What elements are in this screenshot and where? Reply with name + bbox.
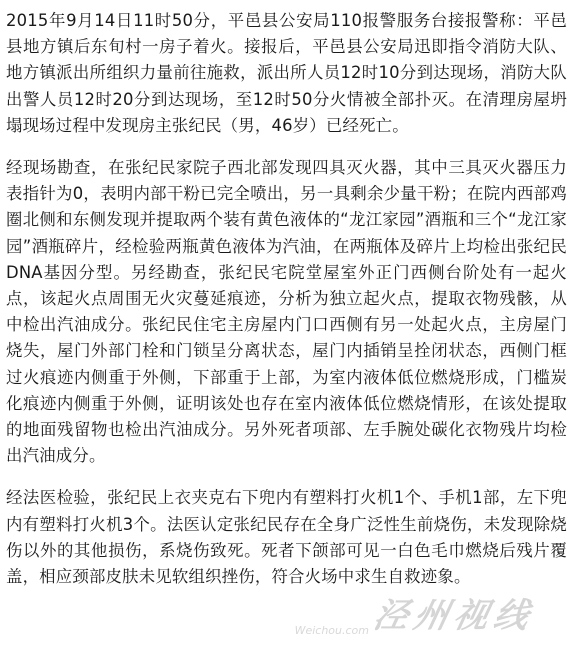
site-watermark (294, 588, 539, 637)
paragraph-scene-investigation: 经现场勘查，在张纪民家院子西北部发现四具灭火器，其中三具灭火器压力表指针为0，表明内部干粉已完全喷出，另一具剩余少量干粉；在院内西部鸡圈北侧和东侧发现并提取两个装有黄色液体的“龙江家园”酒瓶和三个“龙江家园”酒瓶碎片，经检验两瓶黄色液体为汽油，在两瓶体及碎片上均检出张纪民DNA基因分型。另经勘查，张纪民宅院堂屋室外正门西侧台阶处有一起火点，该起火点周围无火灾蔓延痕迹，分析为独立起火点，提取衣物残骸，从中检出汽油成分。张纪民住宅主房屋内门口西侧有另一处起火点，主房屋门烧失，屋门外部门栓和门锁呈分离状态，屋门内插销呈拴闭状态，西侧门框过火痕迹内侧重于外侧，下部重于上部，为室内液体低位燃烧形成，门槛炭化痕迹内侧重于外侧，证明该处也存在室内液体低位燃烧情形，在该处提取的地面残留物也检出汽油成分。另外死者项部、左手腕处碳化衣物残片均检出汽油成分。 (6, 158, 567, 466)
paragraph-forensic-findings: 经法医检验，张纪民上衣夹克右下兜内有塑料打火机1个、手机1部，左下兜内有塑料打火机3个。法医认定张纪民存在全身广泛性生前烧伤，未发现除烧伤以外的其他损伤，系烧伤致死。死者下颌部可见一白色毛巾燃烧后残片覆盖，相应颈部皮肤未见软组织挫伤，符合火场中求生自救迹象。 (6, 488, 567, 587)
watermark-site-text: Weichou.com (294, 624, 369, 637)
paragraph-incident-report: 2015年9月14日11时50分，平邑县公安局110报警服务台接报警称：平邑县地方镇后东旬村一房子着火。接报后，平邑县公安局迅即指令消防大队、地方镇派出所组织力量前往施救，派出所人员12时10分到达现场，消防大队出警人员12时20分到达现场，至12时50分火情被全部扑灭。在清理房屋坍塌现场过程中发现房主张纪民（男，46岁）已经死亡。 (6, 11, 567, 135)
article-body (6, 8, 567, 590)
watermark-logo: 泾州视线 (370, 596, 539, 636)
